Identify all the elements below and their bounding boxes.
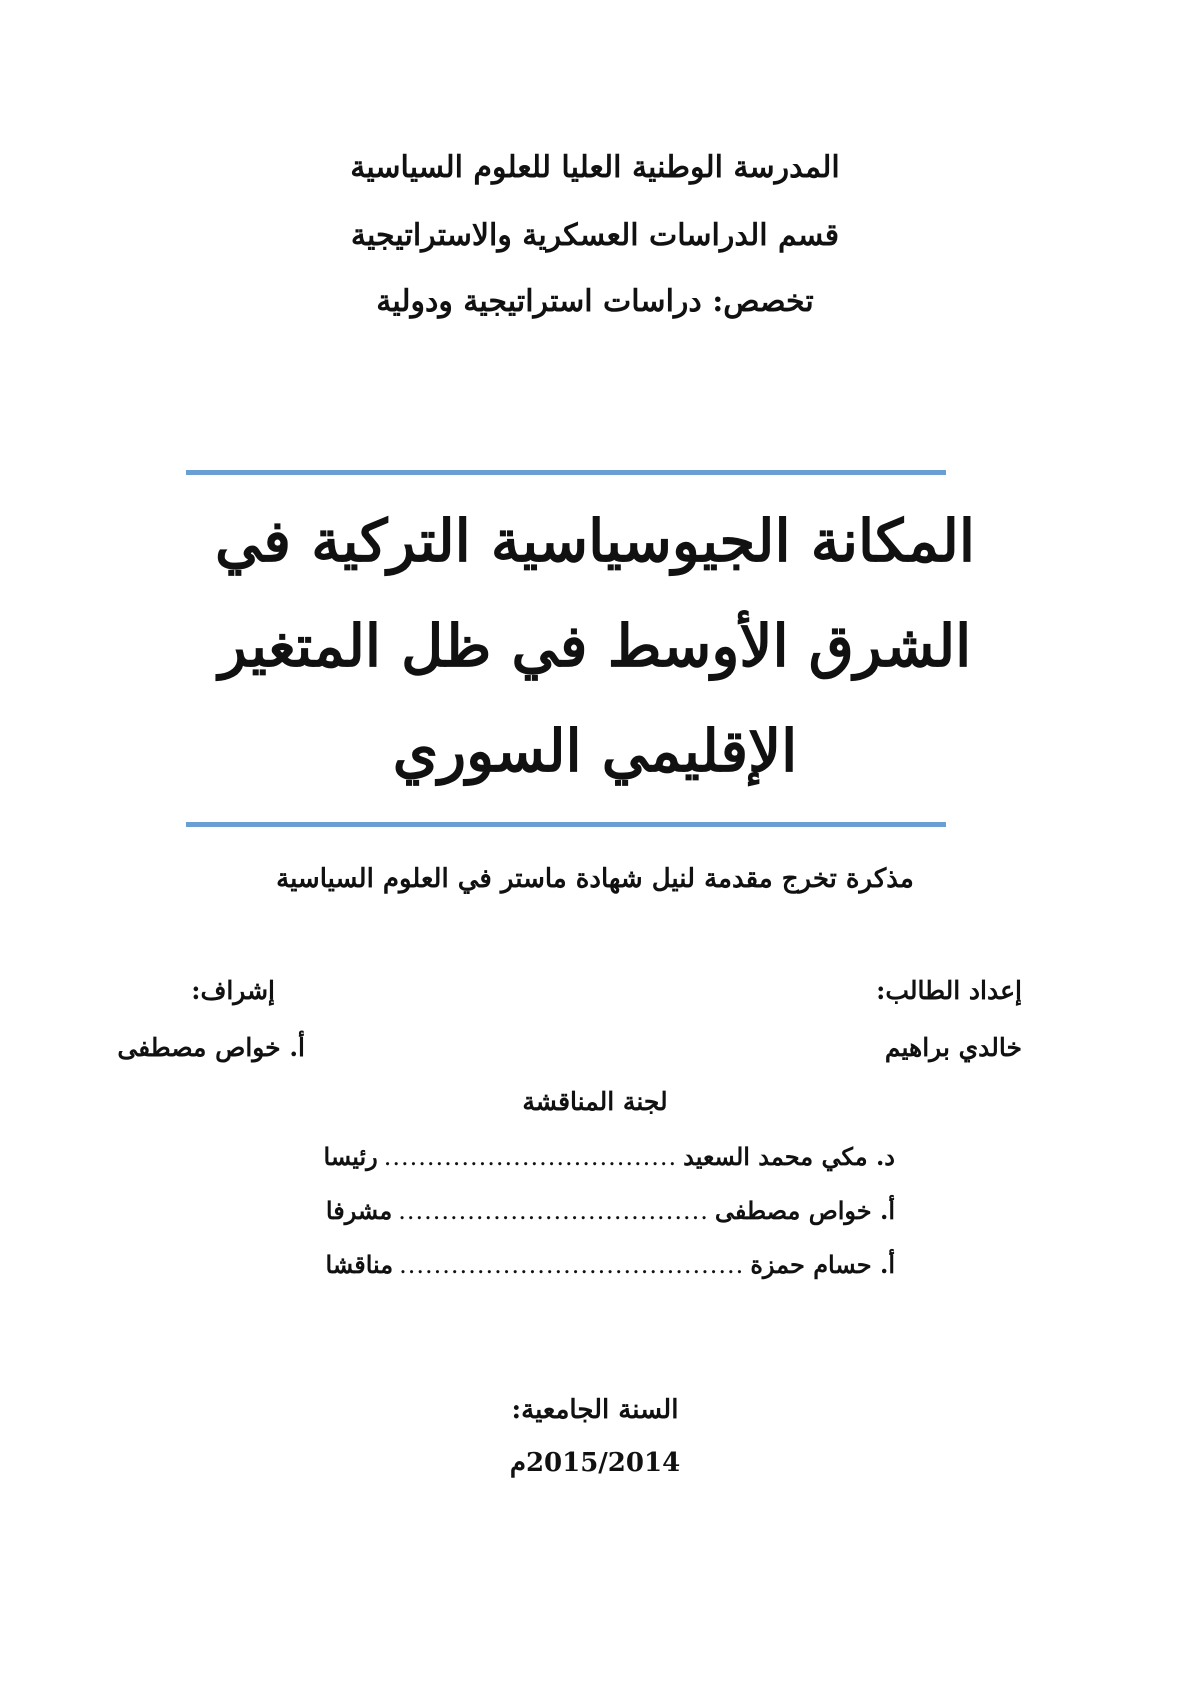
committee-member-dots: .................................... (398, 1197, 709, 1225)
committee-member (326, 1196, 895, 1225)
school-name: المدرسة الوطنية العليا للعلوم السياسية (350, 150, 840, 185)
thesis-subtitle: مذكرة تخرج مقدمة لنيل شهادة ماستر في العلوم السياسية (276, 864, 914, 894)
top-rule (186, 470, 946, 475)
committee-member-dots: .................................. (383, 1143, 678, 1171)
committee-member (324, 1142, 895, 1171)
academic-year-label: السنة الجامعية: (511, 1395, 679, 1425)
title-line-2: الشرق الأوسط في ظل المتغير (218, 612, 972, 680)
supervisor-label: إشراف: (191, 976, 275, 1005)
committee-member-name: د. مكي محمد السعيد (683, 1142, 895, 1171)
committee-member (326, 1250, 895, 1279)
student-label: إعداد الطالب: (876, 976, 1022, 1005)
bottom-rule (186, 822, 946, 827)
committee-member-name: أ. خواص مصطفى (714, 1196, 895, 1225)
title-line-3: الإقليمي السوري (392, 717, 798, 785)
student-name: خالدي براهيم (884, 1033, 1022, 1062)
supervisor-name: أ. خواص مصطفى (117, 1033, 305, 1062)
department-name: قسم الدراسات العسكرية والاستراتيجية (350, 218, 840, 253)
committee-member-role: رئيسا (323, 1142, 378, 1171)
committee-member-dots: ........................................ (399, 1251, 745, 1279)
committee-member-name: أ. حسام حمزة (750, 1250, 895, 1279)
committee-member-role: مناقشا (325, 1250, 394, 1279)
specialty: تخصص: دراسات استراتيجية ودولية (376, 284, 814, 319)
committee-member-role: مشرفا (325, 1196, 393, 1225)
committee-heading: لجنة المناقشة (522, 1087, 668, 1116)
title-line-1: المكانة الجيوسياسية التركية في (214, 507, 976, 575)
academic-year-value: 2015/2014م (509, 1448, 681, 1478)
